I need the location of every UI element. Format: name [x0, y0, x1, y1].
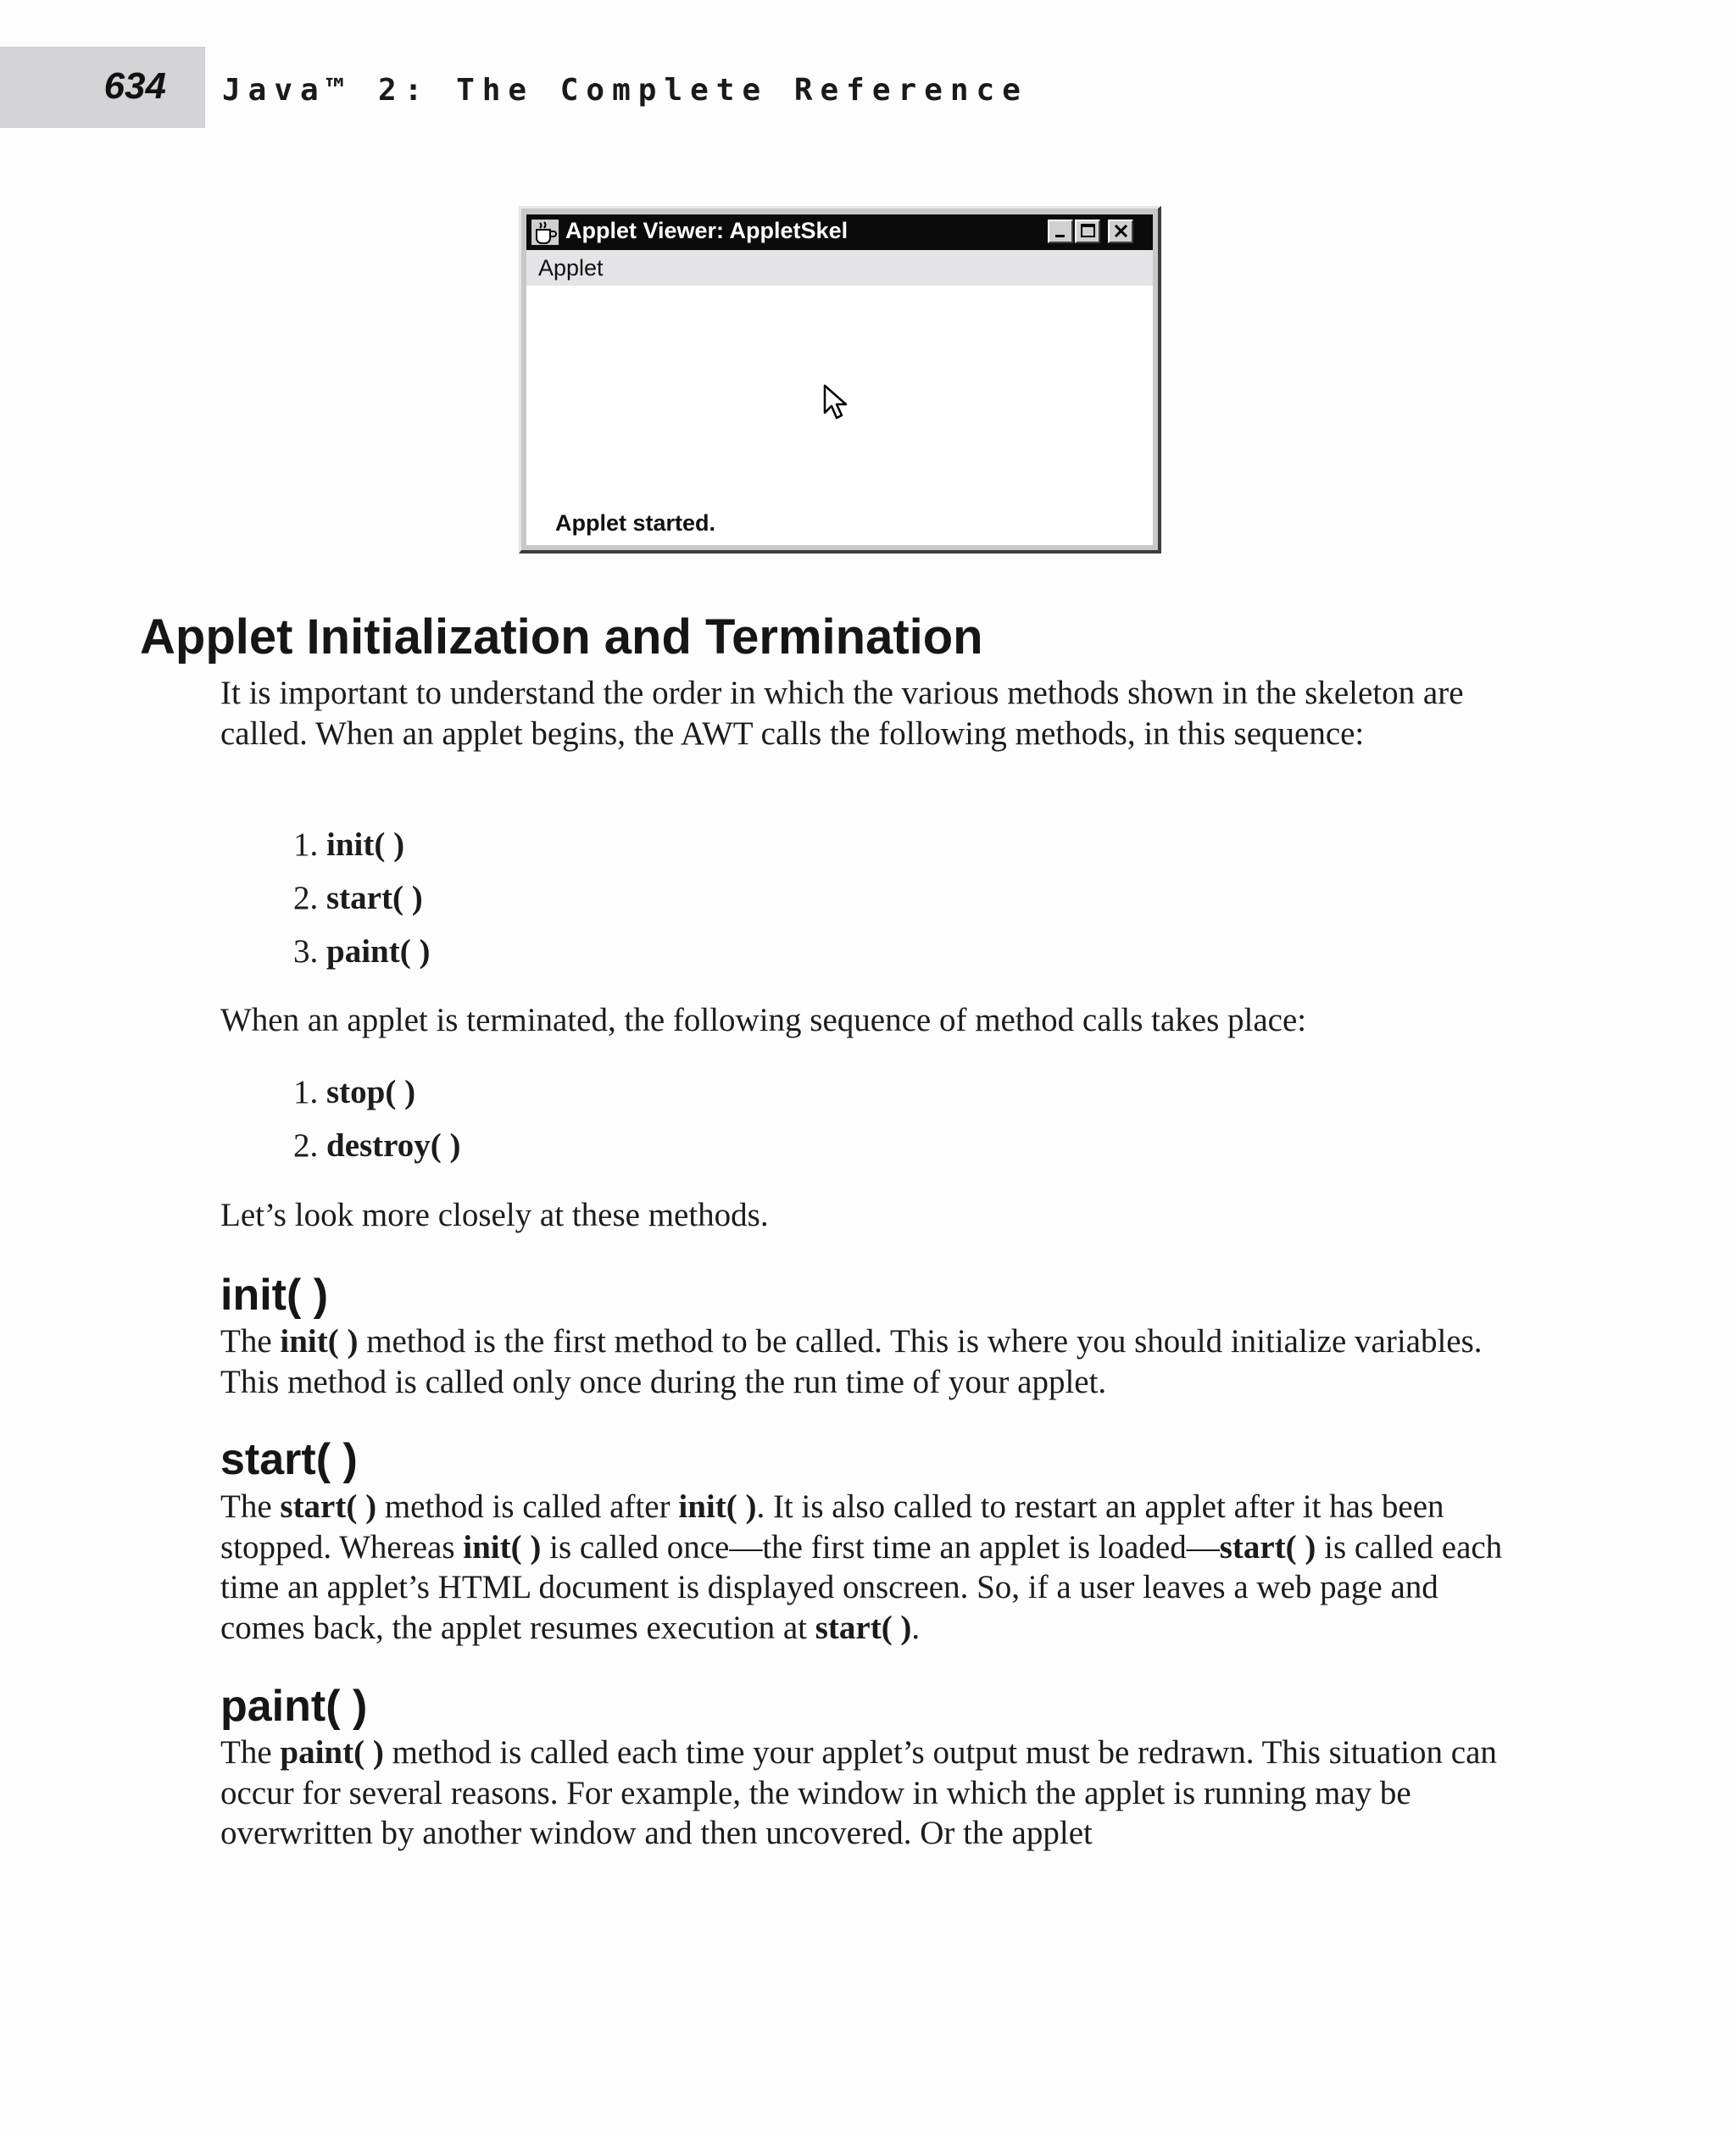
menu-applet[interactable]: Applet — [538, 255, 604, 281]
list-number: 2. — [293, 1127, 319, 1164]
list-number: 1. — [293, 1074, 319, 1110]
window-title: Applet Viewer: AppletSkel — [565, 218, 849, 243]
list-method: start( ) — [326, 880, 423, 916]
applet-area[interactable] — [526, 286, 1153, 545]
init-paragraph: The init( ) method is the first method to be called. This is where you should initialize variables. This method is called only once during the run time of your applet. — [220, 1323, 1483, 1400]
section-heading: Applet Initialization and Termination — [140, 609, 983, 665]
start-heading: start( ) — [220, 1435, 358, 1484]
list-number: 1. — [293, 826, 319, 863]
paint-paragraph: The paint( ) method is called each time your applet’s output must be redrawn. This situation can occur for several reasons. For example, the window in which the applet is running may be overwritten by another window and then uncovered. Or the applet — [220, 1734, 1497, 1851]
start-sequence-item — [293, 825, 404, 865]
menu-bar — [526, 250, 1153, 286]
start-paragraph: The start( ) method is called after init( ). It is also called to restart an applet after it has been stopped. Whereas init( ) is called once—the first time an applet is loaded—start( ) is called each time an applet’s HTML document is displayed onscreen. So, if a user leaves a web page and comes back, the applet resumes execution at start( ). — [220, 1488, 1503, 1646]
list-method: stop( ) — [326, 1074, 416, 1110]
running-title: Java™ 2: The Complete Reference — [222, 73, 1028, 108]
stop-sequence-item — [293, 1126, 461, 1165]
init-heading: init( ) — [220, 1271, 329, 1320]
list-method: destroy( ) — [326, 1127, 461, 1164]
close-button[interactable] — [1108, 220, 1133, 243]
maximize-icon — [1078, 222, 1099, 241]
list-number: 2. — [293, 880, 319, 916]
maximize-button[interactable] — [1075, 220, 1100, 243]
minimize-button[interactable] — [1048, 220, 1073, 243]
paint-heading: paint( ) — [220, 1682, 368, 1731]
minimize-icon — [1051, 222, 1071, 241]
start-sequence-item — [293, 878, 423, 918]
applet-viewer-window — [519, 206, 1161, 553]
list-method: init( ) — [326, 826, 405, 863]
coffee-cup-icon[interactable] — [531, 220, 559, 245]
status-text: Applet started. — [555, 510, 716, 536]
closing-paragraph: Let’s look more closely at these methods. — [220, 1197, 769, 1233]
list-number: 3. — [293, 933, 319, 970]
page-number-box — [0, 47, 205, 128]
intro-paragraph: It is important to understand the order in which the various methods shown in the skeleton are called. When an applet begins, the AWT calls the following methods, in this sequence: — [220, 675, 1464, 752]
start-sequence-item — [293, 932, 430, 971]
title-bar[interactable] — [526, 214, 1153, 250]
mouse-pointer-icon — [823, 384, 850, 425]
page-number: 634 — [103, 65, 166, 107]
stop-sequence-item — [293, 1072, 415, 1112]
termination-paragraph: When an applet is terminated, the following sequence of method calls takes place: — [220, 1002, 1307, 1038]
close-icon — [1111, 222, 1132, 241]
list-method: paint( ) — [326, 933, 431, 970]
